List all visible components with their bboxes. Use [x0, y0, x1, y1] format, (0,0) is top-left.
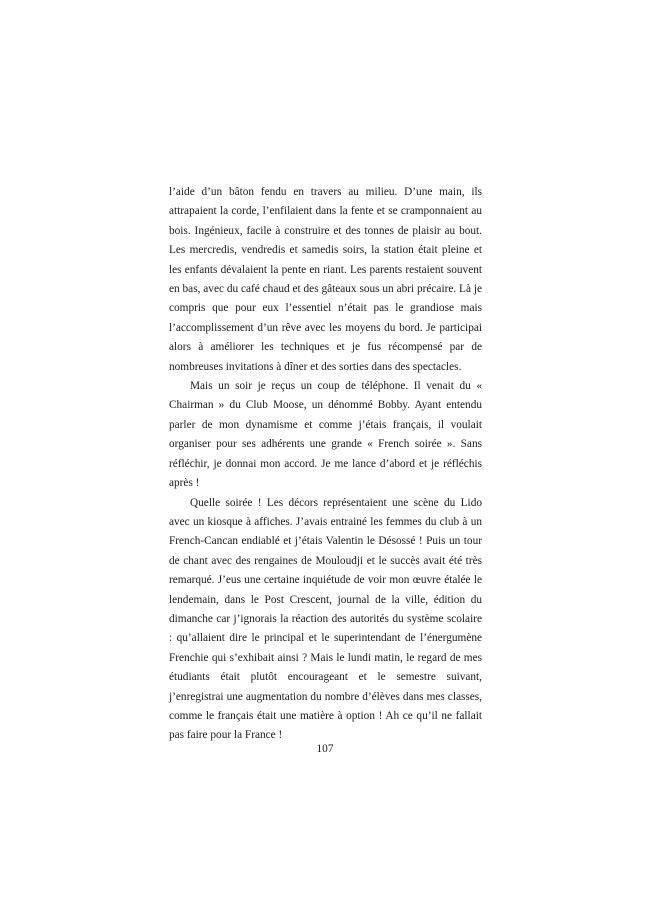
- paragraph-2: Mais un soir je reçus un coup de téléphone. Il venait du « Chairman » du Club Moose, un dénommé Bobby. Ayant entendu parler de mon dynamisme et comme j’étais français, il voulait organiser pour ses adhérents une grande « French soirée ». Sans réfléchir, je donnai mon accord. Je me lance d’abord et je réfléchis après !: [169, 380, 482, 490]
- paragraph-1: l’aide d’un bâton fendu en travers au milieu. D’une main, ils attrapaient la corde, l’enfilaient dans la fente et se cramponnaient au bois. Ingénieux, facile à construire et des tonnes de plaisir au bout. Les mercredis, vendredis et samedis soirs, la station était pleine et les enfants dévalaient la pente en riant. Les parents restaient souvent en bas, avec du café chaud et des gâteaux sous un abri précaire. Là je compris que pour eux l’essentiel n’était pas le grandiose mais l’accomplissement d’un rêve avec les moyens du bord. Je participai alors à améliorer les techniques et je fus récompensé par de nombreuses invitations à dîner et des sorties dans des spectacles.: [169, 186, 482, 373]
- body-text: [169, 183, 482, 746]
- paragraph-3: Quelle soirée ! Les décors représentaient une scène du Lido avec un kiosque à affiches. J’avais entrainé les femmes du club à un French-Cancan endiablé et j’étais Valentin le Désossé ! Puis un tour de chant avec des rengaines de Mouloudji et le succès avait été très remarqué. J’eus une certaine inquiétude de voir mon œuvre étalée le lendemain, dans le Post Crescent, journal de la ville, édition du dimanche car j’ignorais la réaction des autorités du système scolaire : qu’allaient dire le principal et le superintendant de l’énergumène Frenchie qui s’exhibait ainsi ? Mais le lundi matin, le regard de mes étudiants était plutôt encourageant et le semestre suivant, j’enregistrai une augmentation du nombre d’élèves dans mes classes, comme le français était une matière à option ! Ah ce qu’il ne fallait pas faire pour la France !: [169, 496, 482, 742]
- page-number: 107: [316, 743, 334, 755]
